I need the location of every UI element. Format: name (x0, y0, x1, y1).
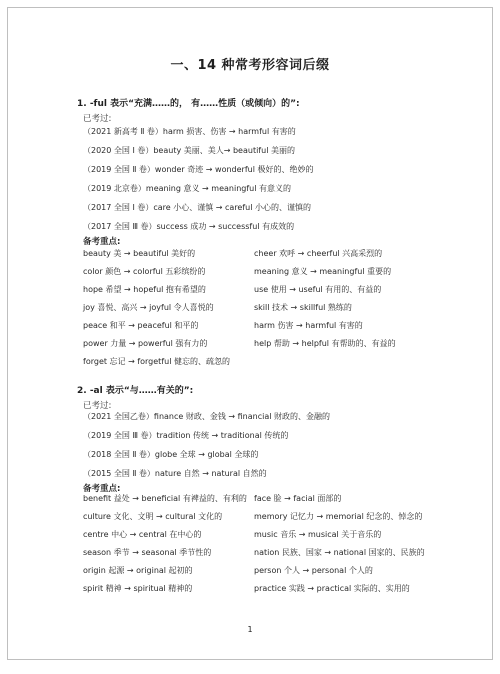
exam-item: （2019 全国 Ⅱ 卷）wonder 奇迹 → wonderful 极好的、绝妙的 (83, 165, 314, 174)
key-item: forget 忘记 → forgetful 健忘的、疏忽的 (83, 357, 230, 366)
key-item: hope 希望 → hopeful 抱有希望的 (83, 285, 206, 294)
section-2-key-label: 备考重点: (83, 484, 121, 494)
page-title: 一、14 种常考形容词后缀 (170, 58, 330, 73)
exam-item: （2015 全国 Ⅱ 卷）nature 自然 → natural 自然的 (83, 469, 267, 478)
section-2-heading: 2. -al 表示“与……有关的”: (77, 386, 194, 396)
key-item: use 使用 → useful 有用的、有益的 (254, 285, 382, 294)
exam-item: （2021 新高考 Ⅱ 卷）harm 损害、伤害 → harmful 有害的 (83, 127, 296, 136)
section-2-key-grid (83, 490, 434, 598)
exam-item: （2021 全国乙卷）finance 财政、金钱 → financial 财政的、金融的 (83, 412, 331, 421)
key-item: power 力量 → powerful 强有力的 (83, 339, 208, 348)
page-number: 1 (247, 625, 253, 634)
key-item: help 帮助 → helpful 有帮助的、有益的 (254, 339, 396, 348)
section-1-key-label: 备考重点: (83, 237, 121, 247)
key-item: meaning 意义 → meaningful 重要的 (254, 267, 392, 276)
key-item: nation 民族、国家 → national 国家的、民族的 (254, 548, 425, 557)
key-item: skill 技术 → skillful 熟练的 (254, 303, 352, 312)
section-1-exam-list (83, 122, 314, 236)
key-item: practice 实践 → practical 实际的、实用的 (254, 584, 410, 593)
section-1-key-grid (83, 245, 434, 371)
exam-item: （2017 全国 Ⅰ 卷）care 小心、谨慎 → careful 小心的、谨慎的 (83, 203, 312, 212)
key-item: season 季节 → seasonal 季节性的 (83, 548, 212, 557)
section-1-exam-label: 已考过: (83, 114, 112, 124)
exam-item: （2018 全国 Ⅱ 卷）globe 全球 → global 全球的 (83, 450, 259, 459)
key-item: face 脸 → facial 面部的 (254, 494, 342, 503)
key-item: peace 和平 → peaceful 和平的 (83, 321, 199, 330)
key-item: benefit 益处 → beneficial 有裨益的、有利的 (83, 494, 247, 503)
key-item: beauty 美 → beautiful 美好的 (83, 249, 196, 258)
exam-item: （2019 北京卷）meaning 意义 → meaningful 有意义的 (83, 184, 292, 193)
key-item: spirit 精神 → spiritual 精神的 (83, 584, 193, 593)
document-page (7, 7, 493, 660)
section-2-exam-label: 已考过: (83, 401, 112, 411)
key-item: culture 文化、文明 → cultural 文化的 (83, 512, 223, 521)
exam-item: （2017 全国 Ⅲ 卷）success 成功 → successful 有成效的 (83, 222, 295, 231)
section-2-exam-list (83, 407, 330, 483)
key-item: person 个人 → personal 个人的 (254, 566, 373, 575)
exam-item: （2020 全国 Ⅰ 卷）beauty 美丽、美人→ beautiful 美丽的 (83, 146, 295, 155)
section-1-heading: 1. -ful 表示“充满……的， 有……性质（或倾向）的”: (77, 99, 300, 109)
key-item: memory 记忆力 → memorial 纪念的、悼念的 (254, 512, 423, 521)
key-item: joy 喜悦、高兴 → joyful 令人喜悦的 (83, 303, 214, 312)
exam-item: （2019 全国 Ⅲ 卷）tradition 传统 → traditional 传统的 (83, 431, 289, 440)
key-item: centre 中心 → central 在中心的 (83, 530, 202, 539)
key-item: color 颜色 → colorful 五彩缤纷的 (83, 267, 206, 276)
key-item: harm 伤害 → harmful 有害的 (254, 321, 363, 330)
key-item: music 音乐 → musical 关于音乐的 (254, 530, 382, 539)
key-item: cheer 欢呼 → cheerful 兴高采烈的 (254, 249, 383, 258)
key-item: origin 起源 → original 起初的 (83, 566, 193, 575)
